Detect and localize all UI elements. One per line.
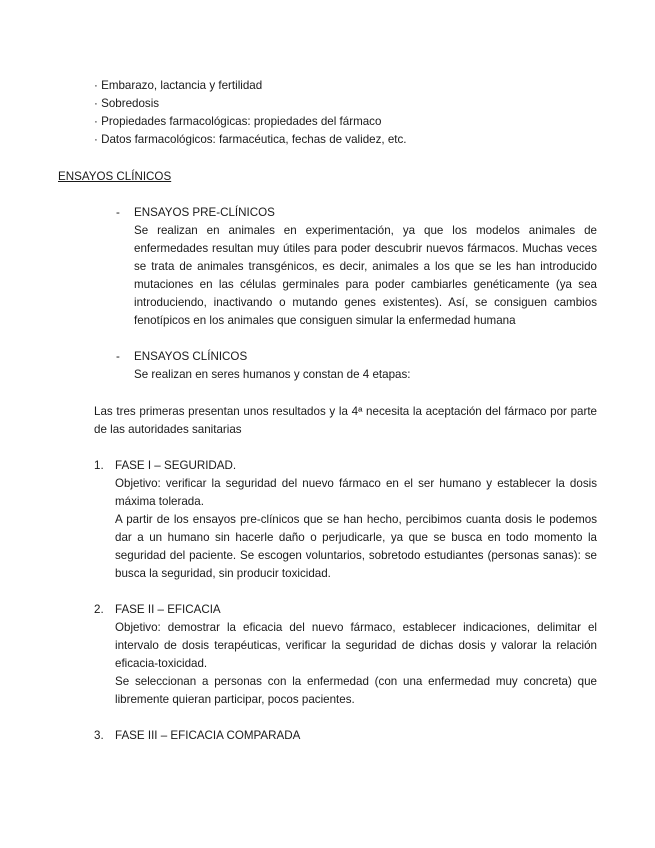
paragraph-line: eficacia-toxicidad. <box>115 657 208 670</box>
paragraph-line: de las autoridades sanitarias <box>94 423 242 436</box>
dash-bullet: - <box>116 206 120 219</box>
list-item: · Propiedades farmacológicas: propiedades del fármaco <box>94 115 382 128</box>
paragraph-line: dar a un humano sin hacerle daño o perjudicarle, ya que se busca en todo momento la <box>115 531 597 544</box>
paragraph-line: Se realizan en animales en experimentación, ya que los modelos animales de <box>134 224 597 237</box>
section-heading: ENSAYOS CLÍNICOS <box>58 170 172 183</box>
paragraph-line: Se seleccionan a personas con la enfermedad (con una enfermedad muy concreta) que <box>115 675 597 688</box>
list-item: · Datos farmacológicos: farmacéutica, fechas de validez, etc. <box>94 133 407 146</box>
paragraph-line: A partir de los ensayos pre-clínicos que se han hecho, percibimos cuanta dosis le podemos <box>115 513 597 526</box>
subsection-title-preclinicos: ENSAYOS PRE-CLÍNICOS <box>134 206 275 219</box>
paragraph-line: enfermedades resultan muy útiles para poder descubrir nuevos fármacos. Muchas veces <box>134 242 597 255</box>
paragraph-line: seguridad del paciente. Se escogen voluntarios, sobretodo estudiantes (personas sanas): se <box>115 549 597 562</box>
subsection-title-clinicos: ENSAYOS CLÍNICOS <box>134 350 248 363</box>
paragraph-line: mutaciones en las células germinales para poder cambiarles genéticamente (ya sea <box>134 278 597 291</box>
paragraph-line: se trata de animales transgénicos, es decir, animales a los que se les han introducido <box>134 260 597 273</box>
phase-title: FASE III – EFICACIA COMPARADA <box>115 729 301 742</box>
paragraph-line: Objetivo: demostrar la eficacia del nuevo fármaco, establecer indicaciones, delimitar el <box>115 621 597 634</box>
phase-title: FASE I – SEGURIDAD. <box>115 459 237 472</box>
paragraph-line: libremente quieran participar, pocos pacientes. <box>115 693 355 706</box>
paragraph-line: Las tres primeras presentan unos resultados y la 4ª necesita la aceptación del fármaco por parte <box>94 405 597 418</box>
phase-title: FASE II – EFICACIA <box>115 603 221 616</box>
paragraph-line: intervalo de dosis terapéuticas, verificar la seguridad de dichas dosis y valorar la relación <box>115 639 597 652</box>
list-number: 3. <box>94 729 104 742</box>
paragraph-line: fenotípicos en los animales que consiguen simular la enfermedad humana <box>134 314 516 327</box>
dash-bullet: - <box>116 350 120 363</box>
list-item: · Sobredosis <box>94 97 160 110</box>
paragraph-line: introduciendo, inactivando o mutando genes existentes). Así, se consiguen cambios <box>134 296 597 309</box>
list-number: 2. <box>94 603 104 616</box>
paragraph-line: máxima tolerada. <box>115 495 204 508</box>
paragraph-line: busca la seguridad, sin producir toxicidad. <box>115 567 331 580</box>
paragraph-line: Objetivo: verificar la seguridad del nuevo fármaco en el ser humano y establecer la dosis <box>115 477 597 490</box>
paragraph-line: Se realizan en seres humanos y constan de 4 etapas: <box>134 368 411 381</box>
list-item: · Embarazo, lactancia y fertilidad <box>94 79 263 92</box>
list-number: 1. <box>94 459 104 472</box>
